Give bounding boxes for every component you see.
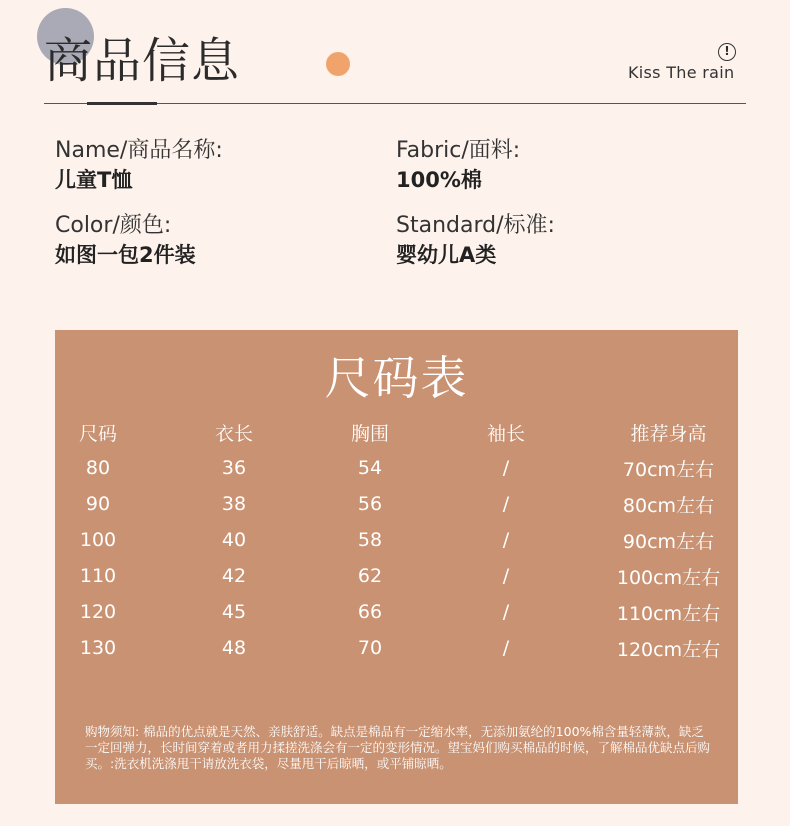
standard-label: Standard/标准: — [396, 213, 555, 238]
fabric-value: 100%棉 — [396, 168, 482, 192]
table-cell: 66 — [357, 601, 383, 623]
column-header-height: 推荐身高 — [630, 422, 707, 445]
table-cell: 100 — [79, 529, 117, 551]
table-row — [55, 630, 738, 666]
header-divider-accent — [87, 102, 157, 105]
product-name-value: 儿童T恤 — [55, 168, 133, 192]
color-label: Color/颜色: — [55, 213, 172, 238]
table-cell: 120 — [79, 601, 117, 623]
column-header-size: 尺码 — [78, 422, 117, 445]
column-header-sleeve: 袖长 — [486, 422, 525, 445]
table-cell: 42 — [221, 565, 247, 587]
page-title: 商品信息 — [44, 33, 241, 89]
table-cell: / — [502, 637, 510, 659]
color-value: 如图一包2件装 — [55, 243, 196, 267]
shopping-notice: 购物须知: 棉品的优点就是天然、亲肤舒适。缺点是棉品有一定缩水率，无添加氨纶的100%棉含量轻薄款，缺乏一定回弹力，长时间穿着或者用力揉搓洗涤会有一定的变形情况。望宝妈们购买棉品的时候，了解棉品优缺点后购买。:洗衣机洗涤甩干请放洗衣袋，尽量甩干后晾晒，或平铺晾晒。 — [85, 724, 711, 771]
standard-value: 婴幼儿A类 — [396, 243, 497, 267]
product-name-label: Name/商品名称: — [55, 138, 223, 163]
fabric-field — [396, 137, 520, 195]
table-cell: 54 — [357, 457, 383, 479]
size-table-header-row — [55, 414, 738, 450]
table-cell: 36 — [221, 457, 247, 479]
table-cell: 70cm左右 — [622, 458, 715, 481]
table-cell: 100cm左右 — [616, 566, 721, 589]
product-name-field — [55, 137, 223, 195]
info-icon: ! — [718, 43, 736, 61]
table-cell: 130 — [79, 637, 117, 659]
table-cell: 120cm左右 — [616, 638, 721, 661]
table-cell: 62 — [357, 565, 383, 587]
brand-slogan: Kiss The rain — [628, 63, 735, 82]
size-chart-title: 尺码表 — [324, 351, 469, 405]
table-cell: / — [502, 493, 510, 515]
column-header-chest: 胸围 — [350, 422, 389, 445]
table-cell: 56 — [357, 493, 383, 515]
size-table — [55, 414, 738, 666]
table-row — [55, 450, 738, 486]
table-cell: 90cm左右 — [622, 530, 715, 553]
table-cell: 80 — [85, 457, 111, 479]
table-cell: 38 — [221, 493, 247, 515]
table-cell: 58 — [357, 529, 383, 551]
table-cell: / — [502, 529, 510, 551]
table-cell: 110 — [79, 565, 117, 587]
table-cell: 80cm左右 — [622, 494, 715, 517]
table-cell: 48 — [221, 637, 247, 659]
table-cell: 70 — [357, 637, 383, 659]
table-cell: 45 — [221, 601, 247, 623]
column-header-length: 衣长 — [214, 422, 253, 445]
table-row — [55, 594, 738, 630]
fabric-label: Fabric/面料: — [396, 138, 521, 163]
table-cell: 40 — [221, 529, 247, 551]
table-cell: / — [502, 601, 510, 623]
table-row — [55, 486, 738, 522]
decorative-orange-circle — [326, 52, 350, 76]
table-cell: / — [502, 565, 510, 587]
color-field — [55, 212, 196, 270]
table-cell: 90 — [85, 493, 111, 515]
table-row — [55, 558, 738, 594]
table-cell: / — [502, 457, 510, 479]
size-chart-panel — [55, 330, 738, 804]
standard-field — [396, 212, 555, 270]
table-row — [55, 522, 738, 558]
table-cell: 110cm左右 — [616, 602, 721, 625]
